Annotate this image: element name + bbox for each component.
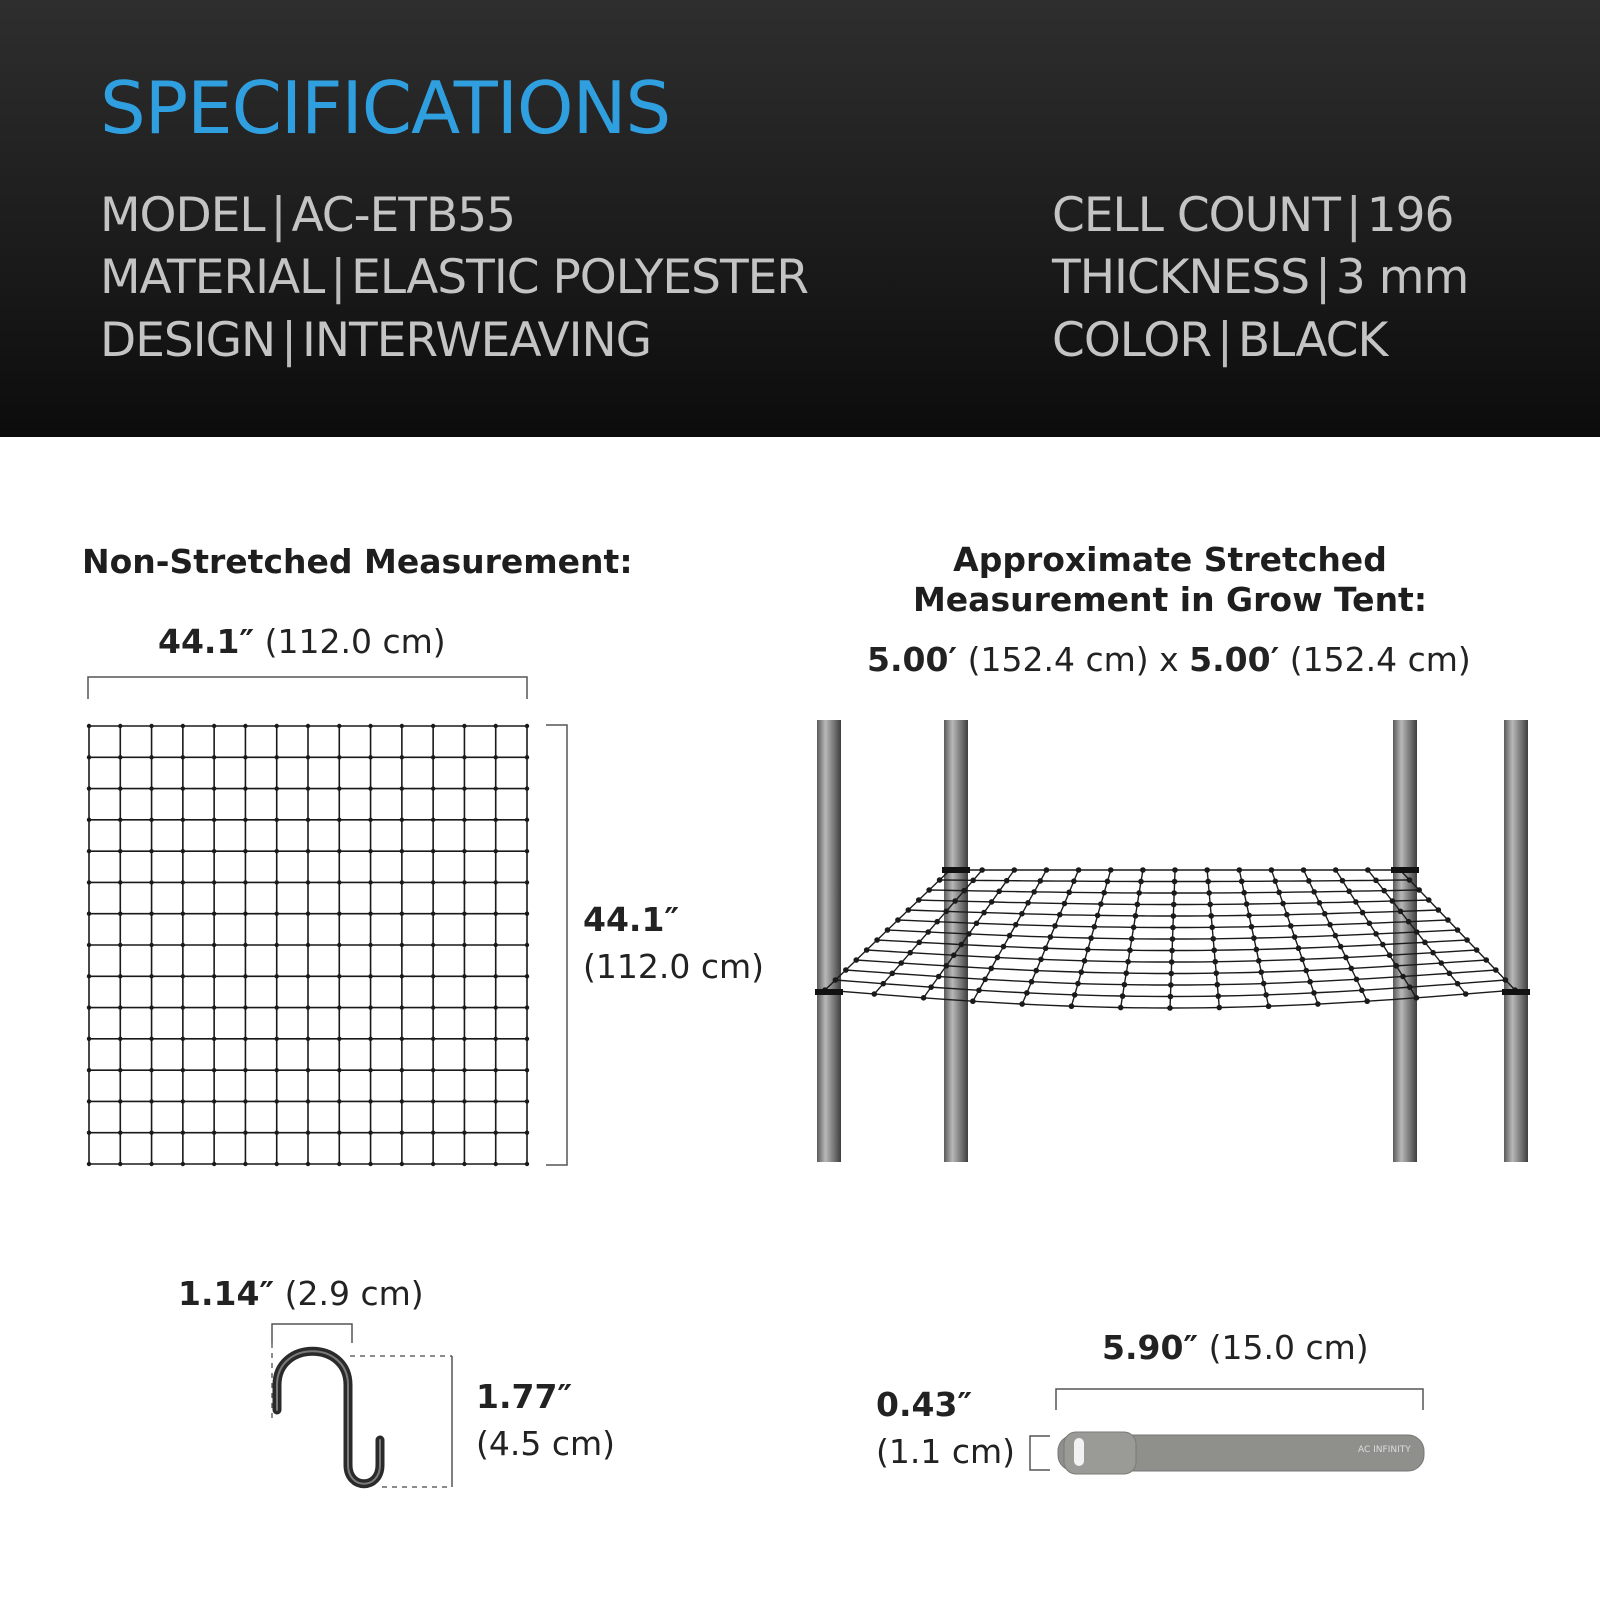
spec-model: MODEL | AC-ETB55 (100, 188, 516, 243)
stretched-heading: Approximate Stretched Measurement in Grow Tent: (912, 540, 1428, 619)
hook-height-label: 1.77″ (4.5 cm) (476, 1377, 616, 1463)
stretched-dimensions: 5.00′ (152.4 cm) x 5.00′ (152.4 cm) (867, 640, 1471, 679)
hook-width-label: 1.14″ (2.9 cm) (178, 1274, 424, 1313)
strap-length-label: 5.90″ (15.0 cm) (1102, 1328, 1369, 1367)
spec-thickness: THICKNESS | 3 mm (1052, 250, 1469, 305)
page-title: SPECIFICATIONS (100, 66, 671, 150)
spec-cell-count: CELL COUNT | 196 (1052, 188, 1454, 243)
strap-width-label: 0.43″ (1.1 cm) (876, 1385, 1016, 1471)
spec-design: DESIGN | INTERWEAVING (100, 313, 652, 368)
spec-material: MATERIAL | ELASTIC POLYESTER (100, 250, 809, 305)
non-stretched-heading: Non-Stretched Measurement: (82, 542, 633, 581)
net-height-label: 44.1″ (112.0 cm) (583, 900, 765, 986)
spec-color: COLOR | BLACK (1052, 313, 1388, 368)
strap-brand-text: AC INFINITY (1358, 1445, 1411, 1455)
net-width-label: 44.1″ (112.0 cm) (158, 622, 446, 661)
